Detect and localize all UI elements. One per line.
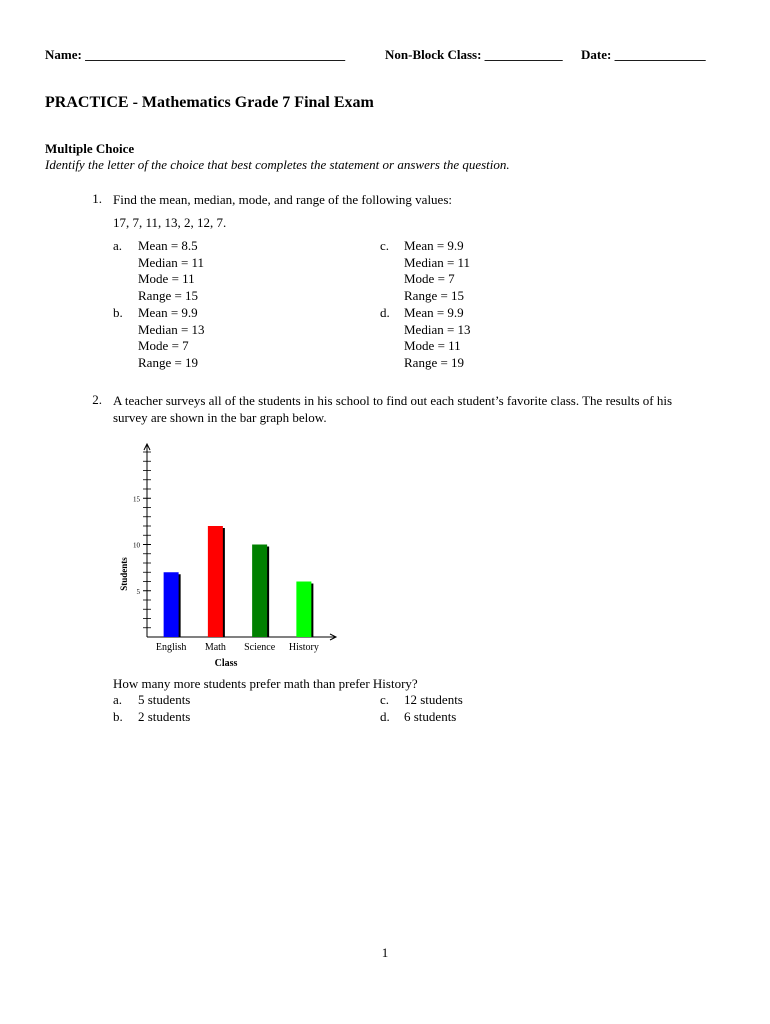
q2-choice-c[interactable]: 12 students — [404, 692, 463, 707]
chart-ticks — [133, 452, 151, 628]
choice-line: Mean = 9.9 — [138, 305, 198, 320]
question-1-values: 17, 7, 11, 13, 2, 12, 7. — [113, 215, 227, 230]
page-title: PRACTICE - Mathematics Grade 7 Final Exam — [45, 94, 374, 111]
section-instructions: Identify the letter of the choice that best completes the statement or answers the question. — [45, 157, 510, 172]
choice-line: Range = 19 — [138, 354, 199, 370]
x-axis-label: Class — [214, 658, 238, 669]
x-tick-label: History — [288, 642, 319, 653]
choice-line: Range = 15 — [138, 287, 199, 303]
page-number: 1 — [381, 945, 389, 960]
choice-line: Mode = 11 — [404, 338, 461, 354]
q2-choice-b[interactable]: 2 students — [138, 709, 191, 724]
x-tick-label: Science — [244, 642, 276, 653]
bar-english — [164, 572, 179, 637]
q2-choice-a-letter[interactable]: a. — [113, 692, 123, 707]
x-tick-label: Math — [204, 642, 226, 653]
choice-line: Range = 15 — [404, 287, 465, 303]
choice-line: Mean = 9.9 — [404, 305, 464, 320]
q1-choice-b-letter[interactable]: b. — [113, 305, 123, 320]
date-field[interactable]: Date: ______________ — [581, 47, 706, 62]
question-2-number: 2. — [92, 392, 102, 407]
choice-line: Range = 19 — [404, 354, 465, 370]
bar-science — [252, 545, 267, 638]
q1-choice-b[interactable] — [138, 305, 205, 371]
q1-choice-a-letter[interactable]: a. — [113, 238, 123, 253]
q1-choice-a[interactable] — [138, 238, 204, 304]
class-field[interactable]: Non-Block Class: ____________ — [385, 47, 563, 62]
choice-line: Mean = 9.9 — [404, 238, 464, 253]
chart-x-labels — [156, 642, 319, 653]
q2-choice-c-letter[interactable]: c. — [380, 692, 390, 707]
chart-bars — [164, 526, 314, 637]
q2-choice-d-letter[interactable]: d. — [380, 709, 390, 724]
y-axis-label: Students — [119, 557, 129, 591]
question-2-prompt: How many more students prefer math than prefer History? — [113, 676, 418, 691]
q1-choice-c[interactable] — [404, 238, 470, 304]
choice-line: Mode = 7 — [138, 338, 189, 354]
choice-line: Median = 11 — [404, 254, 471, 270]
choice-line: Mean = 8.5 — [138, 238, 198, 253]
bar-chart — [110, 440, 350, 672]
choice-line: Mode = 11 — [138, 271, 195, 287]
choice-line: Median = 13 — [404, 321, 471, 337]
bar-history — [296, 582, 311, 638]
q2-choice-b-letter[interactable]: b. — [113, 709, 123, 724]
q2-choice-d[interactable]: 6 students — [404, 709, 457, 724]
q1-choice-d-letter[interactable]: d. — [380, 305, 390, 320]
question-2-text-line2: survey are shown in the bar graph below. — [113, 410, 327, 425]
x-tick-label: English — [155, 642, 187, 653]
y-tick-label: 10 — [133, 541, 140, 550]
question-1-text: Find the mean, median, mode, and range of the following values: — [113, 192, 452, 207]
choice-line: Mode = 7 — [404, 271, 455, 287]
bar-math — [208, 526, 223, 637]
y-tick-label: 5 — [136, 587, 140, 596]
y-tick-label: 15 — [133, 495, 140, 504]
question-2-text-line1: A teacher surveys all of the students in his school to find out each student’s favorite class. The results of his — [113, 393, 673, 408]
choice-line: Median = 13 — [138, 321, 205, 337]
choice-line: Median = 11 — [138, 254, 205, 270]
question-1-number: 1. — [92, 191, 102, 206]
name-field[interactable]: Name: ________________________________________ — [45, 47, 346, 62]
header-fields — [45, 47, 706, 63]
q1-choice-c-letter[interactable]: c. — [380, 238, 390, 253]
section-heading: Multiple Choice — [45, 141, 135, 156]
q2-choice-a[interactable]: 5 students — [138, 692, 191, 707]
q1-choice-d[interactable] — [404, 305, 471, 371]
